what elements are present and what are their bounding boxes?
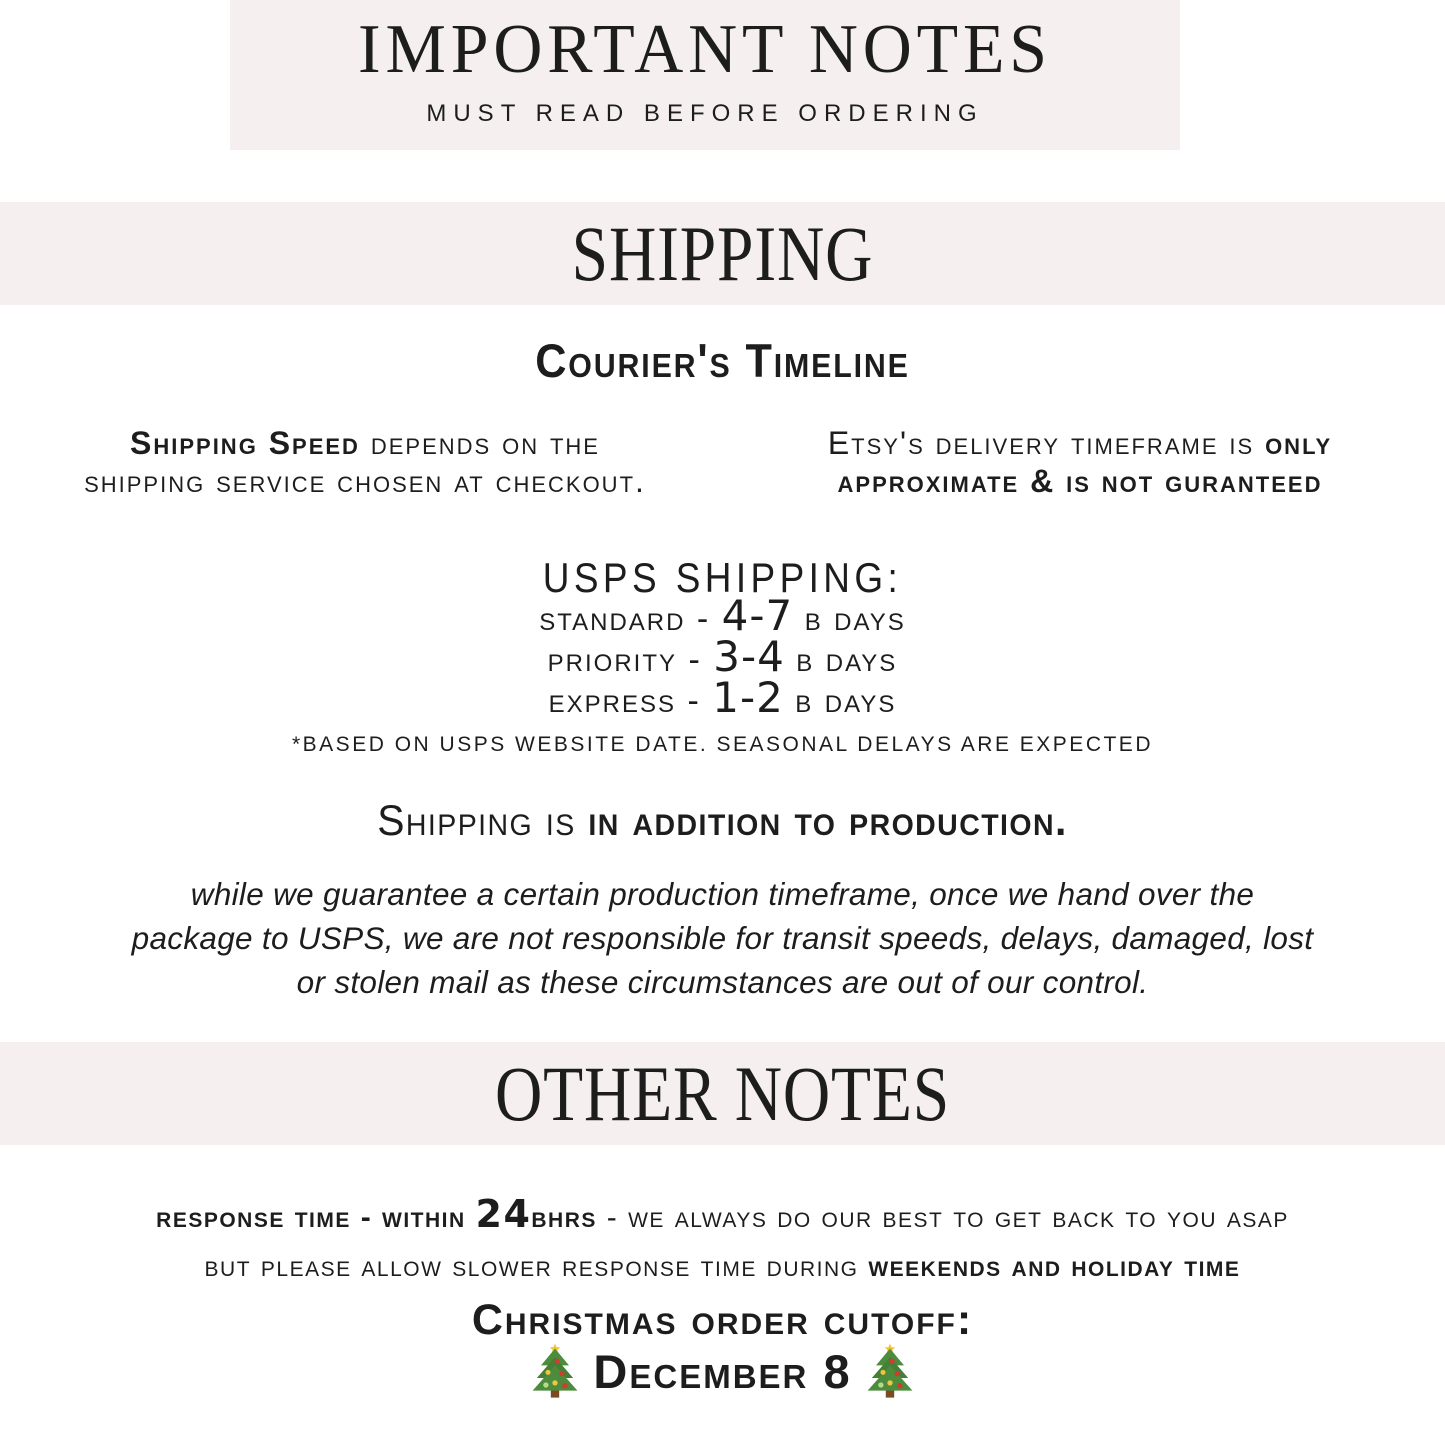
disclaimer-line: package to USPS, we are not responsible for transit speeds, delays, damaged, lost [131,920,1314,956]
page-subtitle: MUST READ BEFORE ORDERING [426,100,984,127]
christmas-tree-icon [864,1343,916,1399]
usps-item-label: priority - [547,641,714,679]
christmas-tree-icon [529,1343,581,1399]
usps-item-suffix: b days [793,600,906,638]
response-bold-pre: response time - within [156,1201,476,1234]
etsy-note-line-1 [775,424,1385,462]
couriers-timeline-heading: Courier's Timeline [535,334,910,387]
shipping-speed-bold: Shipping Speed [130,425,360,461]
disclaimer-line: while we guarantee a certain production timeframe, once we hand over the [190,876,1255,912]
christmas-date: December 8 [593,1344,852,1398]
usps-item-suffix: b days [784,641,898,679]
shipping-banner-label: SHIPPING [571,210,874,297]
etsy-note-bold-1: only [1265,425,1333,461]
usps-item-suffix: b days [783,682,897,720]
usps-heading: USPS SHIPPING: [542,554,903,601]
usps-footnote: *BASED ON USPS WEBSITE DATE. SEASONAL DELAYS ARE EXPECTED [292,733,1153,756]
response-time-note [0,1190,1445,1291]
shipping-speed-line-1 [60,424,670,462]
usps-item-label: express - [548,682,713,720]
production-note-bold: in addition to production. [588,797,1068,845]
disclaimer-line: or stolen mail as these circumstances are out of our control. [296,964,1149,1000]
usps-item-days: 1-2 [712,673,784,722]
page-title: IMPORTANT NOTES [358,11,1052,88]
response-rest: - we always do our best to get back to you asap [596,1201,1289,1234]
production-note [36,797,1409,846]
christmas-date-row [0,1336,1445,1406]
christmas-cutoff-heading: Christmas order cutoff: [471,1296,974,1344]
response-bold-post: bhrs [531,1201,597,1234]
etsy-delivery-note [775,424,1385,500]
response-line2-pre: but please allow slower response time during [204,1250,869,1283]
shipping-speed-rest: depends on the [359,425,600,461]
response-line2-bold: weekends and holiday time [868,1250,1241,1283]
usps-item-days: 4-7 [721,591,794,640]
response-hours-number: 24 [475,1192,532,1236]
response-line-1 [0,1190,1445,1242]
etsy-note-line-2: approximate & is not guranteed [837,463,1323,499]
response-line-2 [0,1242,1445,1291]
transit-disclaimer [0,872,1445,1004]
usps-shipping-list [0,591,1445,722]
etsy-note-pre: Etsy's delivery timeframe is [827,425,1266,461]
usps-item-label: standard - [539,600,722,638]
shipping-speed-line-2: shipping service chosen at checkout. [84,463,646,499]
shipping-section-banner [0,202,1445,305]
usps-item-days: 3-4 [713,632,785,681]
shipping-speed-note [60,424,670,500]
other-notes-banner [0,1042,1445,1145]
usps-item-express [0,673,1445,722]
production-note-pre: Shipping is [377,797,589,845]
other-notes-label: OTHER NOTES [494,1050,951,1137]
important-notes-banner [230,0,1180,150]
